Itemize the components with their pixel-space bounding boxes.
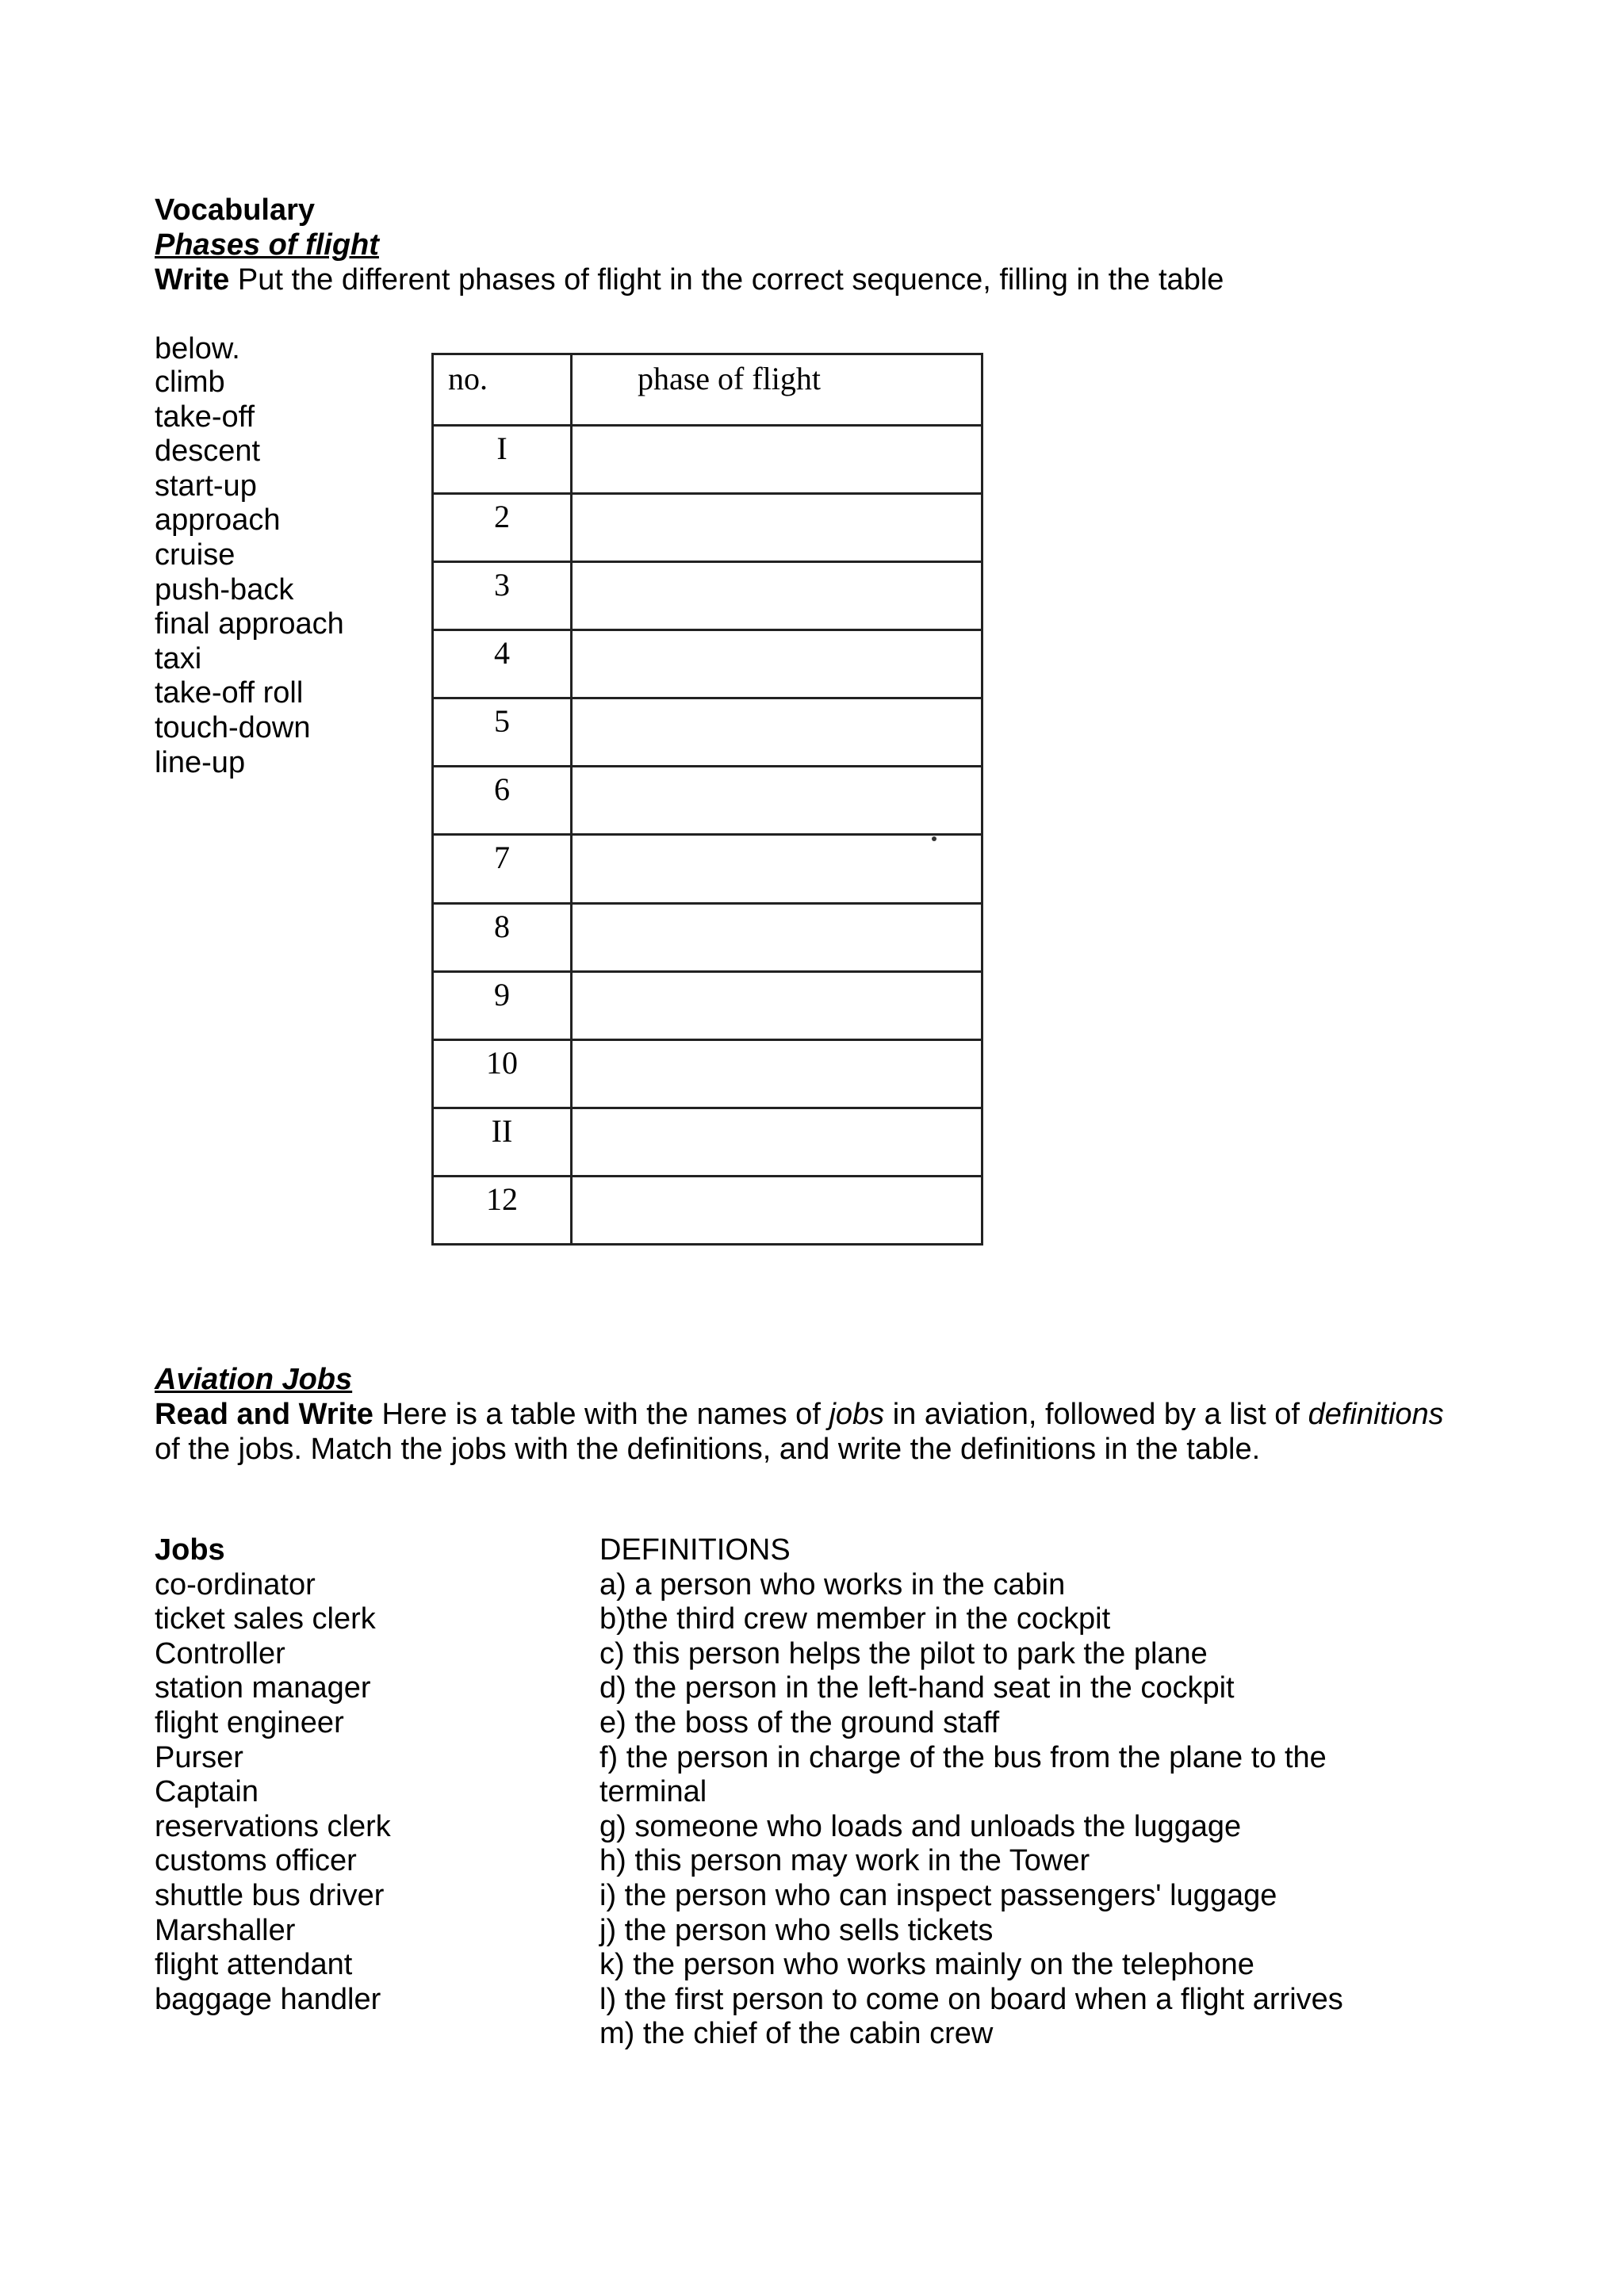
phase-answer-cell[interactable] [571, 698, 982, 767]
job-item: Controller [155, 1636, 285, 1670]
jobs-instruction-part2: in aviation, followed by a list of [884, 1398, 1308, 1431]
phase-word: start-up [155, 469, 257, 503]
row-number: I [433, 426, 572, 494]
instruction-text: Put the different phases of flight in the correct sequence, filling in the table [229, 263, 1224, 297]
phase-table-row [433, 835, 982, 903]
phase-table-row [433, 562, 982, 630]
definition-item: m) the chief of the cabin crew [599, 2017, 994, 2051]
definition-item: j) the person who sells tickets [599, 1913, 994, 1947]
job-item: Purser [155, 1740, 243, 1774]
phase-word: push-back [155, 572, 294, 607]
phase-word: take-off roll [155, 676, 304, 710]
row-number: 5 [433, 698, 572, 767]
phase-table-row [433, 767, 982, 835]
job-item: co-ordinator [155, 1567, 316, 1601]
jobs-instruction-part1: Here is a table with the names of [373, 1398, 829, 1431]
jobs-instruction-line2: of the jobs. Match the jobs with the definitions, and write the definitions in the table. [155, 1433, 1261, 1466]
row-number: 2 [433, 494, 572, 562]
definition-item: h) this person may work in the Tower [599, 1844, 1090, 1878]
job-item: reservations clerk [155, 1809, 391, 1843]
definition-item: a) a person who works in the cabin [599, 1567, 1066, 1601]
job-item: customs officer [155, 1844, 357, 1878]
col-no-header: no. [433, 354, 572, 426]
phase-answer-cell[interactable] [571, 1039, 982, 1108]
phase-table-row [433, 971, 982, 1039]
definition-item: f) the person in charge of the bus from the plane to the [599, 1740, 1327, 1774]
definition-item: i) the person who can inspect passengers' luggage [599, 1878, 1277, 1912]
row-number: 3 [433, 562, 572, 630]
phases-instruction-end: below. [155, 332, 240, 365]
phase-answer-cell[interactable] [571, 903, 982, 971]
phase-table-row [433, 494, 982, 562]
phase-word: climb [155, 365, 225, 399]
phase-answer-cell[interactable] [571, 494, 982, 562]
phase-answer-cell[interactable] [571, 767, 982, 835]
job-item: flight engineer [155, 1705, 344, 1739]
phases-heading: Phases of flight [155, 228, 379, 262]
phase-answer-cell[interactable] [571, 562, 982, 630]
phase-table-row [433, 903, 982, 971]
row-number: 8 [433, 903, 572, 971]
jobs-list [155, 1533, 391, 2017]
stray-dot [932, 836, 936, 841]
job-item: ticket sales clerk [155, 1602, 376, 1636]
job-item: Marshaller [155, 1913, 296, 1947]
definition-item: k) the person who works mainly on the telephone [599, 1948, 1254, 1982]
phase-answer-cell[interactable] [571, 835, 982, 903]
job-item: shuttle bus driver [155, 1878, 385, 1912]
job-item: station manager [155, 1671, 371, 1705]
vocabulary-heading: Vocabulary [155, 193, 316, 227]
jobs-instruction-lead: Read and Write [155, 1398, 373, 1431]
phase-table-row [433, 1039, 982, 1108]
phase-answer-cell[interactable] [571, 426, 982, 494]
phase-table-row [433, 698, 982, 767]
row-number: 7 [433, 835, 572, 903]
job-item: baggage handler [155, 1982, 381, 2016]
row-number: 9 [433, 971, 572, 1039]
phase-word: approach [155, 503, 281, 538]
phase-word: cruise [155, 538, 236, 572]
phase-word: take-off [155, 400, 255, 434]
row-number: 6 [433, 767, 572, 835]
row-number: 12 [433, 1176, 572, 1244]
definitions-heading: DEFINITIONS [599, 1533, 791, 1567]
phase-answer-cell[interactable] [571, 1108, 982, 1176]
job-item: Captain [155, 1775, 259, 1809]
jobs-heading: Aviation Jobs [155, 1363, 353, 1396]
phase-word: line-up [155, 745, 246, 779]
definition-item: c) this person helps the pilot to park the plane [599, 1636, 1208, 1670]
phase-word: descent [155, 434, 261, 469]
phase-word-list [155, 365, 344, 780]
phase-table-row [433, 630, 982, 698]
jobs-instruction-em2: definitions [1308, 1398, 1444, 1431]
phase-answer-cell[interactable] [571, 971, 982, 1039]
phase-table-row [433, 426, 982, 494]
instruction-lead: Write [155, 263, 230, 297]
definition-item: d) the person in the left-hand seat in the cockpit [599, 1671, 1235, 1705]
row-number: 4 [433, 630, 572, 698]
col-phase-header: phase of flight [571, 354, 982, 426]
phases-instruction [155, 262, 1224, 297]
phase-word: touch-down [155, 710, 311, 744]
phase-word: final approach [155, 607, 344, 641]
definition-item: g) someone who loads and unloads the luggage [599, 1809, 1242, 1843]
phase-answer-cell[interactable] [571, 630, 982, 698]
jobs-instruction-em1: jobs [829, 1398, 885, 1431]
definition-item: b)the third crew member in the cockpit [599, 1602, 1111, 1636]
phase-word: taxi [155, 641, 202, 675]
definition-item: terminal [599, 1775, 707, 1809]
phase-table-row [433, 1176, 982, 1244]
phase-answer-cell[interactable] [571, 1176, 982, 1244]
jobs-instruction [155, 1397, 1444, 1432]
definitions-list [599, 1533, 1343, 2052]
job-item: flight attendant [155, 1948, 353, 1982]
definition-item: e) the boss of the ground staff [599, 1705, 1000, 1739]
jobs-list-heading: Jobs [155, 1533, 225, 1567]
row-number: 10 [433, 1039, 572, 1108]
phase-table [431, 353, 983, 1246]
row-number: II [433, 1108, 572, 1176]
phase-table-header [433, 354, 982, 426]
definition-item: l) the first person to come on board when a flight arrives [599, 1982, 1343, 2016]
phase-table-row [433, 1108, 982, 1176]
